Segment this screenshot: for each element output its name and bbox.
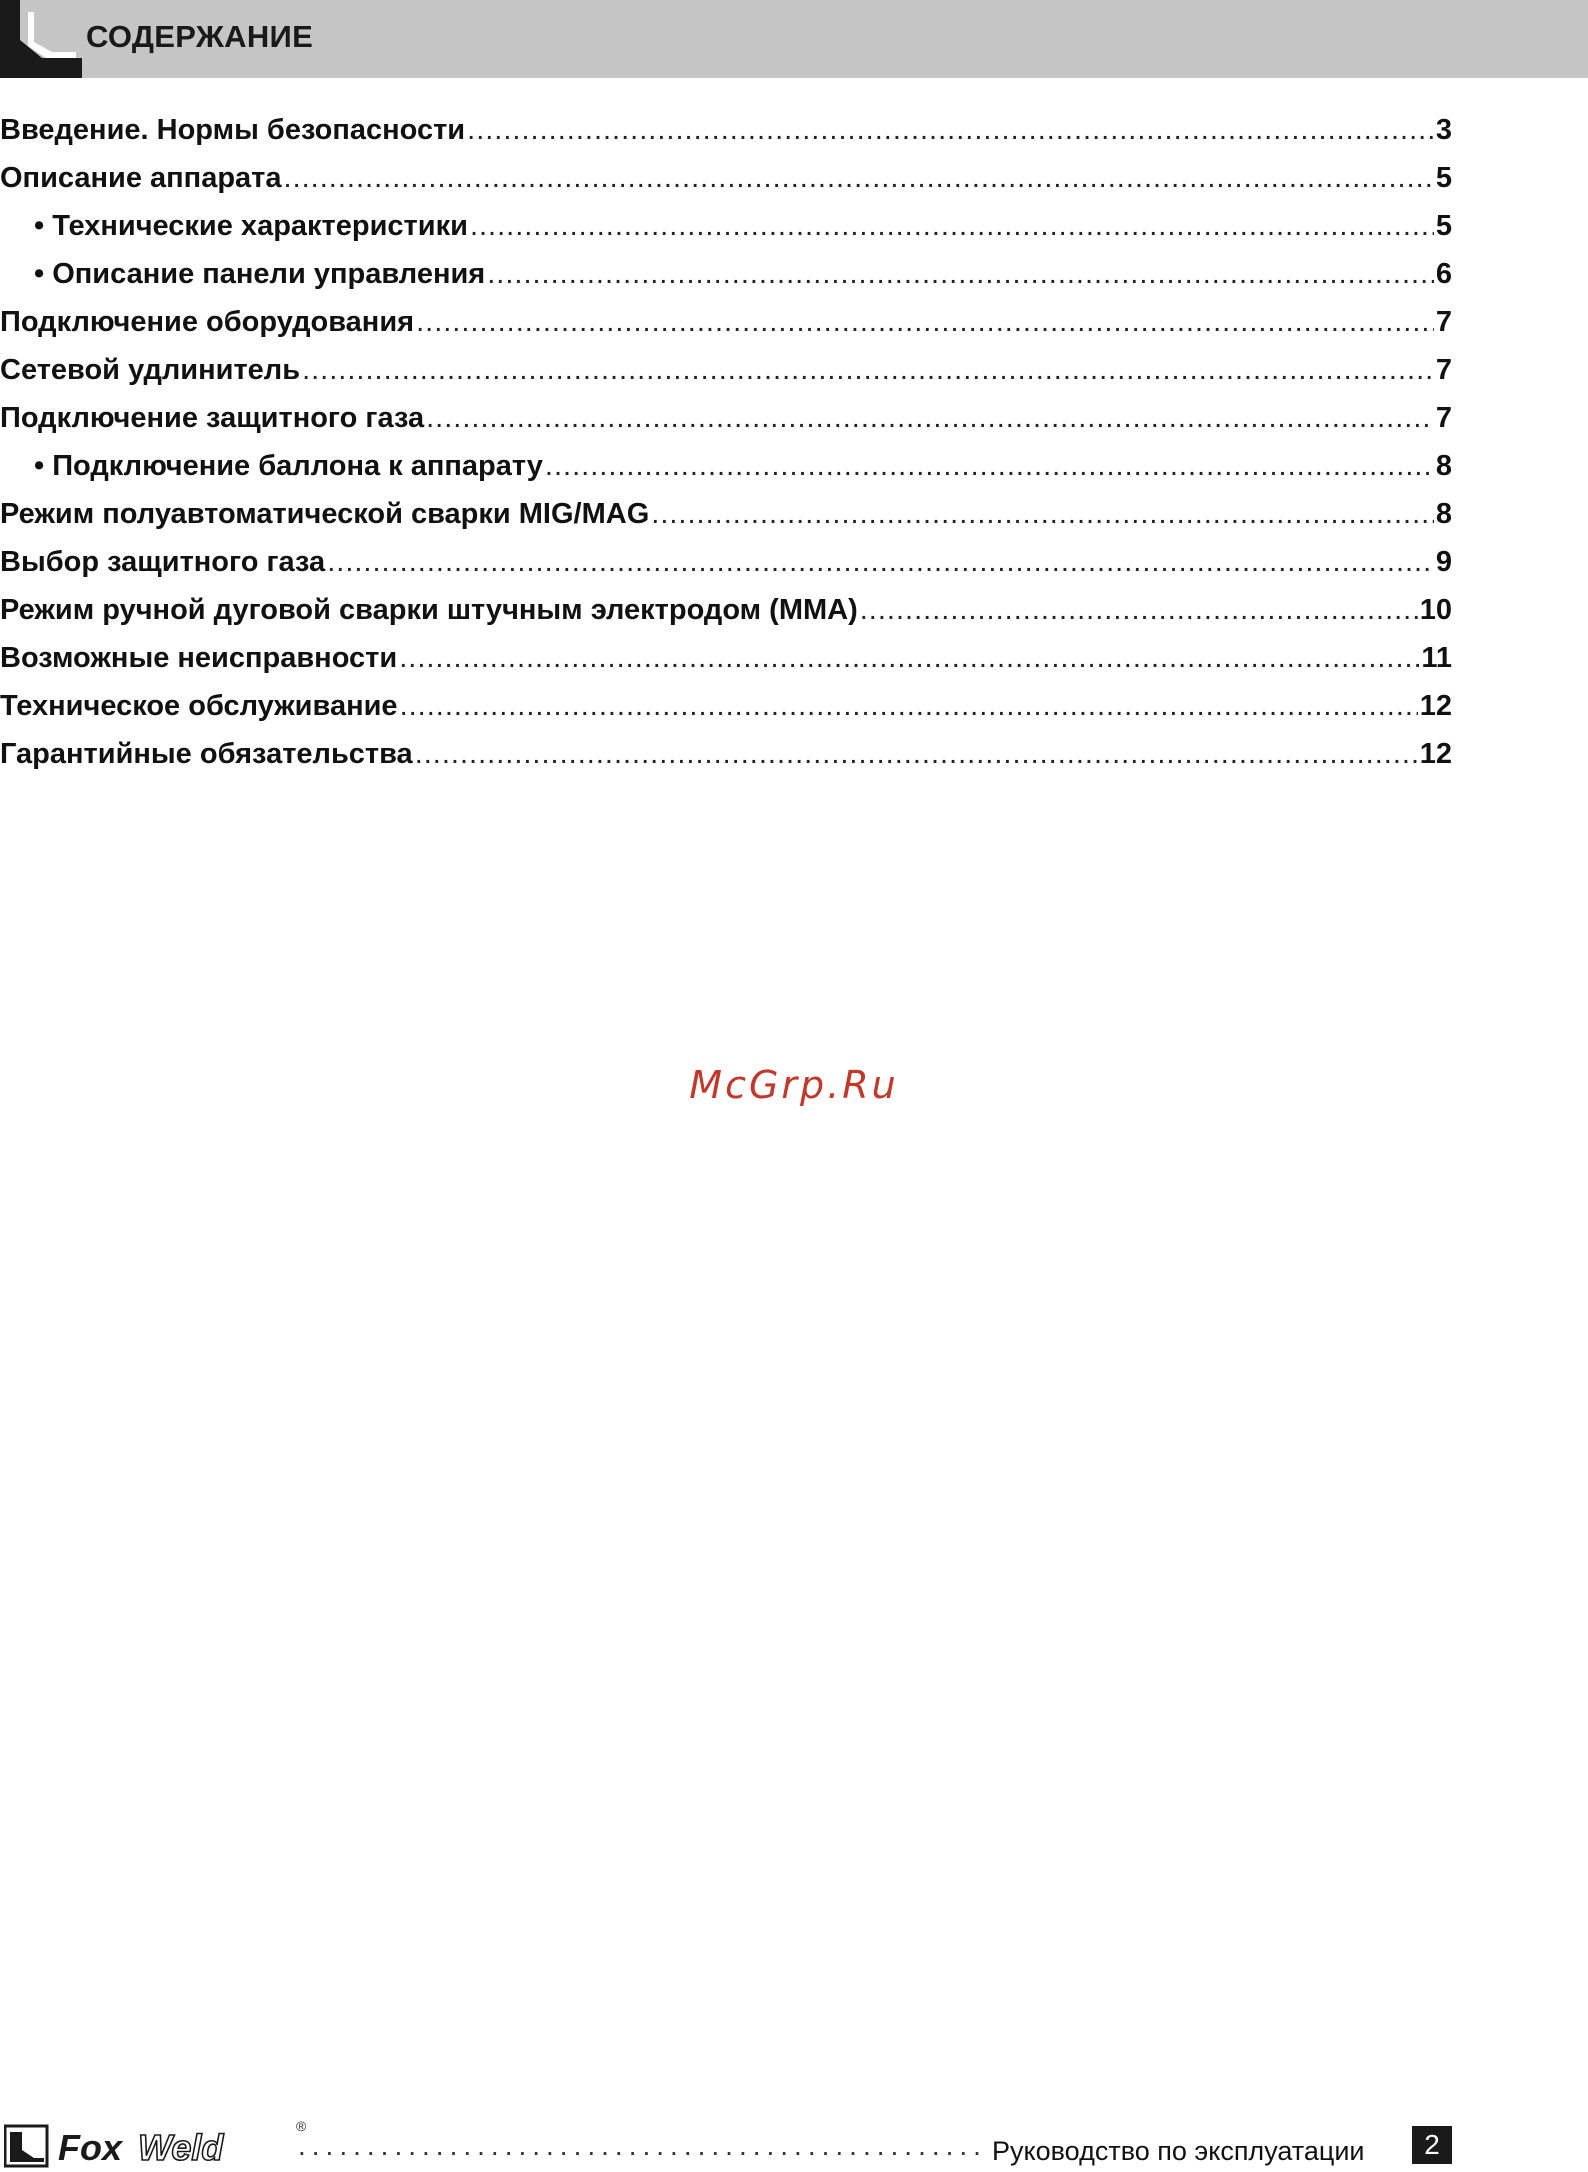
toc-dot-leader	[284, 154, 1434, 202]
toc-dot-leader	[651, 490, 1434, 538]
toc-dot-leader	[467, 106, 1434, 154]
footer-dot-leader	[298, 2130, 988, 2162]
toc-entry-title: Описание аппарата	[0, 162, 282, 194]
toc-dot-leader	[545, 442, 1434, 490]
toc-dot-leader	[415, 730, 1418, 778]
toc-dot-leader	[860, 586, 1418, 634]
toc-entry[interactable]	[0, 538, 1452, 586]
svg-text:Weld: Weld	[138, 2127, 224, 2168]
toc-entry[interactable]	[0, 106, 1452, 154]
page-footer	[0, 2112, 1588, 2172]
toc-dot-leader	[302, 346, 1434, 394]
registered-mark: ®	[296, 2118, 307, 2134]
toc-entry-title: Выбор защитного газа	[0, 546, 326, 578]
toc-entry-page: 7	[1435, 306, 1452, 338]
section-header	[0, 0, 1588, 78]
toc-entry-page: 10	[1419, 594, 1452, 626]
toc-entry-page: 6	[1435, 258, 1452, 290]
toc-entry[interactable]	[0, 634, 1452, 682]
toc-entry[interactable]	[0, 442, 1452, 490]
toc-entry[interactable]	[0, 394, 1452, 442]
toc-entry-title: Подключение оборудования	[0, 306, 415, 338]
toc-entry-title: Режим полуавтоматической сварки MIG/MAG	[0, 498, 650, 530]
toc-entry-title: Сетевой удлинитель	[0, 354, 301, 386]
toc-entry-title: Техническое обслуживание	[0, 690, 398, 722]
toc-entry-page: 7	[1435, 354, 1452, 386]
toc-entry-page: 8	[1435, 450, 1452, 482]
toc-entry-page: 5	[1435, 210, 1452, 242]
toc-entry[interactable]	[0, 154, 1452, 202]
toc-dot-leader	[487, 250, 1434, 298]
toc-entry-page: 12	[1419, 690, 1452, 722]
toc-entry[interactable]	[0, 298, 1452, 346]
table-of-contents	[0, 106, 1452, 778]
toc-entry-page: 8	[1435, 498, 1452, 530]
toc-dot-leader	[327, 538, 1434, 586]
toc-entry[interactable]	[0, 586, 1452, 634]
toc-entry-title: Введение. Нормы безопасности	[0, 114, 466, 146]
toc-entry[interactable]	[0, 346, 1452, 394]
toc-entry[interactable]	[0, 250, 1452, 298]
toc-entry[interactable]	[0, 682, 1452, 730]
toc-entry-page: 3	[1435, 114, 1452, 146]
toc-entry-page: 11	[1421, 642, 1452, 674]
toc-entry-title: Подключение защитного газа	[0, 402, 425, 434]
document-name: Руководство по эксплуатации	[992, 2136, 1365, 2166]
toc-entry-page: 5	[1435, 162, 1452, 194]
toc-entry-page: 9	[1435, 546, 1452, 578]
toc-entry-title: • Технические характеристики	[34, 210, 468, 242]
toc-dot-leader	[470, 202, 1434, 250]
toc-dot-leader	[426, 394, 1434, 442]
watermark: McGrp.Ru	[689, 1063, 899, 1107]
toc-entry-title: • Описание панели управления	[34, 258, 486, 290]
svg-text:Fox: Fox	[58, 2127, 123, 2168]
toc-dot-leader	[416, 298, 1434, 346]
toc-entry-page: 12	[1419, 738, 1452, 770]
foxweld-logo-icon	[4, 2124, 52, 2168]
toc-entry-title: • Подключение баллона к аппарату	[34, 450, 543, 482]
toc-entry[interactable]	[0, 202, 1452, 250]
toc-dot-leader	[400, 682, 1418, 730]
corner-mark-icon	[0, 0, 82, 78]
foxweld-logo-wordmark	[56, 2120, 296, 2170]
page-title: СОДЕРЖАНИЕ	[86, 19, 314, 54]
toc-entry-title: Гарантийные обязательства	[0, 738, 413, 770]
toc-entry-title: Режим ручной дуговой сварки штучным электродом (ММА)	[0, 594, 858, 626]
toc-entry[interactable]	[0, 730, 1452, 778]
toc-entry-page: 7	[1435, 402, 1452, 434]
toc-dot-leader	[399, 634, 1419, 682]
toc-entry[interactable]	[0, 490, 1452, 538]
toc-entry-title: Возможные неисправности	[0, 642, 398, 674]
page-number: 2	[1412, 2126, 1452, 2164]
